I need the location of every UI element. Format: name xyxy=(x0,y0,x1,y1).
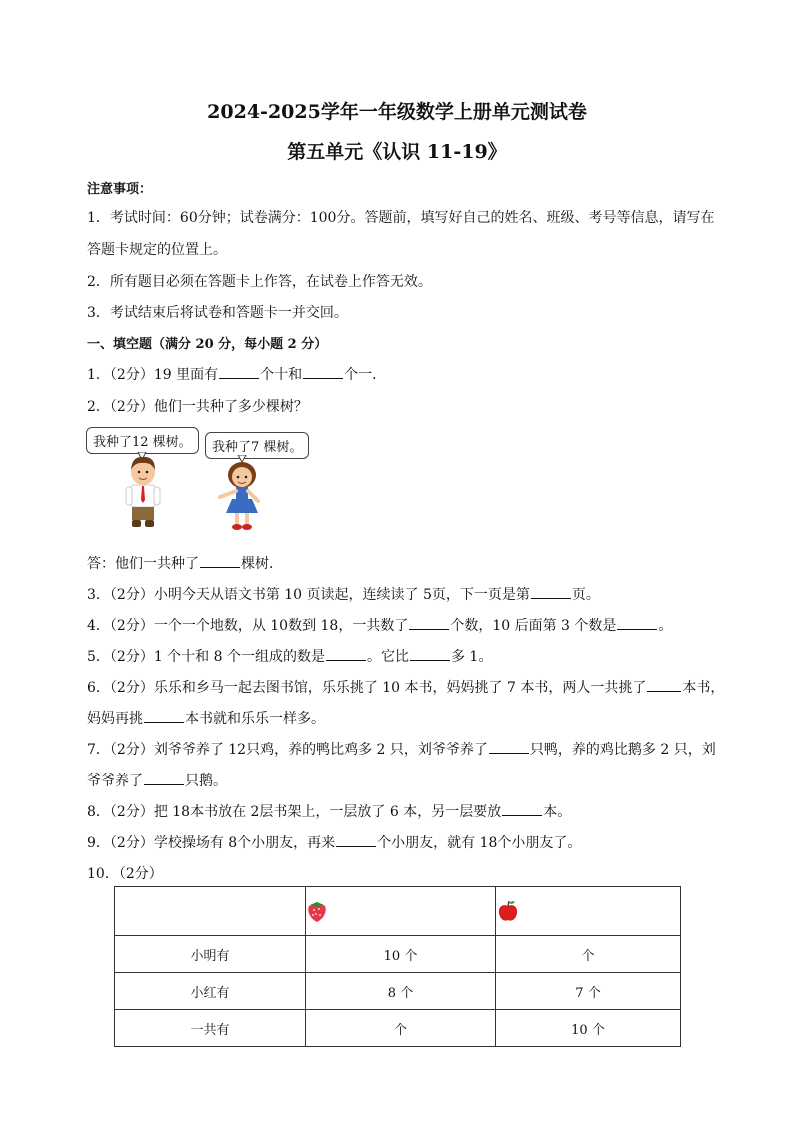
speech-bubble-girl: 我种了7 棵树。 xyxy=(205,432,309,459)
q7-text: 只鹅。 xyxy=(185,773,227,789)
question-2: 2．（2分）他们一共种了多少棵树？ xyxy=(87,399,308,415)
answer-blank[interactable] xyxy=(144,772,184,785)
question-6 xyxy=(87,677,724,697)
q5-text: 5．（2分）1 个十和 8 个一组成的数是 xyxy=(87,649,325,665)
question-2-answer xyxy=(87,553,283,573)
answer-blank[interactable] xyxy=(219,366,259,379)
q4-text: 个数，10 后面第 3 个数是 xyxy=(450,618,617,634)
question-4 xyxy=(87,615,672,635)
row-label: 一共有 xyxy=(115,1010,306,1047)
answer-blank[interactable] xyxy=(617,617,657,630)
note-line: 2．所有题目必须在答题卡上作答，在试卷上作答无效。 xyxy=(87,274,432,290)
note-line: 3．考试结束后将试卷和答题卡一并交回。 xyxy=(87,305,348,321)
answer-blank[interactable] xyxy=(647,679,681,692)
speech-bubble-boy: 我种了12 棵树。 xyxy=(86,427,199,454)
notes-heading: 注意事项： xyxy=(87,182,153,197)
q2-answer-text: 答：他们一共种了 xyxy=(87,556,199,572)
fruit-table xyxy=(114,886,681,1047)
q8-text: 本。 xyxy=(543,804,572,820)
q6-text: 6．（2分）乐乐和乡马一起去图书馆，乐乐挑了 10 本书，妈妈挑了 7 本书，两人一共挑了 xyxy=(87,680,647,696)
strawberry-header-cell xyxy=(306,887,496,936)
answer-blank[interactable] xyxy=(502,803,542,816)
answer-blank[interactable] xyxy=(336,834,376,847)
apple-cell: 10 个 xyxy=(496,1010,681,1047)
table-row xyxy=(115,973,681,1010)
row-label: 小红有 xyxy=(115,973,306,1010)
question-3 xyxy=(87,584,600,604)
q9-text: 9．（2分）学校操场有 8个小朋友，再来 xyxy=(87,835,336,851)
table-row xyxy=(115,1010,681,1047)
question-9 xyxy=(87,832,581,852)
q5-text: 多 1。 xyxy=(450,649,493,665)
question-10: 10．（2分） xyxy=(87,866,163,882)
answer-blank[interactable] xyxy=(200,555,240,568)
answer-blank[interactable] xyxy=(409,617,449,630)
q9-text: 个小朋友，就有 18个小朋友了。 xyxy=(377,835,582,851)
q5-text: 。它比 xyxy=(366,649,409,665)
q6-text: 妈妈再挑 xyxy=(87,711,143,727)
answer-blank[interactable] xyxy=(531,586,571,599)
question-1 xyxy=(87,364,386,384)
strawberry-cell: 8 个 xyxy=(306,973,496,1010)
question-7 xyxy=(87,739,716,759)
table-header-row xyxy=(115,887,681,936)
question-5 xyxy=(87,646,492,666)
q4-text: 4．（2分）一个一个地数，从 10数到 18，一共数了 xyxy=(87,618,409,634)
q2-answer-text: 棵树． xyxy=(241,556,283,572)
note-line: 1．考试时间：60分钟；试卷满分：100分。答题前，填写好自己的姓名、班级、考号等信息，请写在 xyxy=(87,210,715,226)
q7-text: 爷爷养了 xyxy=(87,773,143,789)
apple-cell[interactable]: 个 xyxy=(496,936,681,973)
section-heading: 一、填空题（满分 20 分，每小题 2 分） xyxy=(87,337,328,352)
q6-text: 本书就和乐乐一样多。 xyxy=(185,711,325,727)
answer-blank[interactable] xyxy=(303,366,343,379)
note-line: 答题卡规定的位置上。 xyxy=(87,242,227,258)
q1-text: 1．（2分）19 里面有 xyxy=(87,367,219,383)
strawberry-cell[interactable]: 个 xyxy=(306,1010,496,1047)
q7-text: 只鸭，养的鸡比鹅多 2 只，刘 xyxy=(529,742,716,758)
q1-text: 个十和 xyxy=(260,367,303,383)
apple-cell: 7 个 xyxy=(496,973,681,1010)
question-8 xyxy=(87,801,571,821)
page-subtitle: 第五单元《认识 11-19》 xyxy=(287,141,507,163)
answer-blank[interactable] xyxy=(144,710,184,723)
q7-text: 7．（2分）刘爷爷养了 12只鸡，养的鸭比鸡多 2 只，刘爷爷养了 xyxy=(87,742,488,758)
q8-text: 8．（2分）把 18本书放在 2层书架上，一层放了 6 本，另一层要放 xyxy=(87,804,502,820)
answer-blank[interactable] xyxy=(410,648,450,661)
answer-blank[interactable] xyxy=(489,741,529,754)
apple-icon xyxy=(497,899,519,923)
answer-blank[interactable] xyxy=(326,648,366,661)
q3-text: 3．（2分）小明今天从语文书第 10 页读起，连续读了 5页，下一页是第 xyxy=(87,587,530,603)
apple-header-cell xyxy=(496,887,681,936)
question-6-continued xyxy=(87,708,325,728)
q3-text: 页。 xyxy=(571,587,600,603)
boy-figure xyxy=(118,452,168,528)
strawberry-icon xyxy=(306,899,328,923)
table-row xyxy=(115,936,681,973)
table-corner-cell xyxy=(115,887,306,936)
strawberry-cell: 10 个 xyxy=(306,936,496,973)
q6-text: 本书， xyxy=(682,680,725,696)
row-label: 小明有 xyxy=(115,936,306,973)
page-title: 2024-2025学年一年级数学上册单元测试卷 xyxy=(207,101,587,123)
q4-text: 。 xyxy=(658,618,673,634)
girl-figure xyxy=(212,455,268,531)
q1-text: 个一． xyxy=(344,367,387,383)
question-7-continued xyxy=(87,770,227,790)
